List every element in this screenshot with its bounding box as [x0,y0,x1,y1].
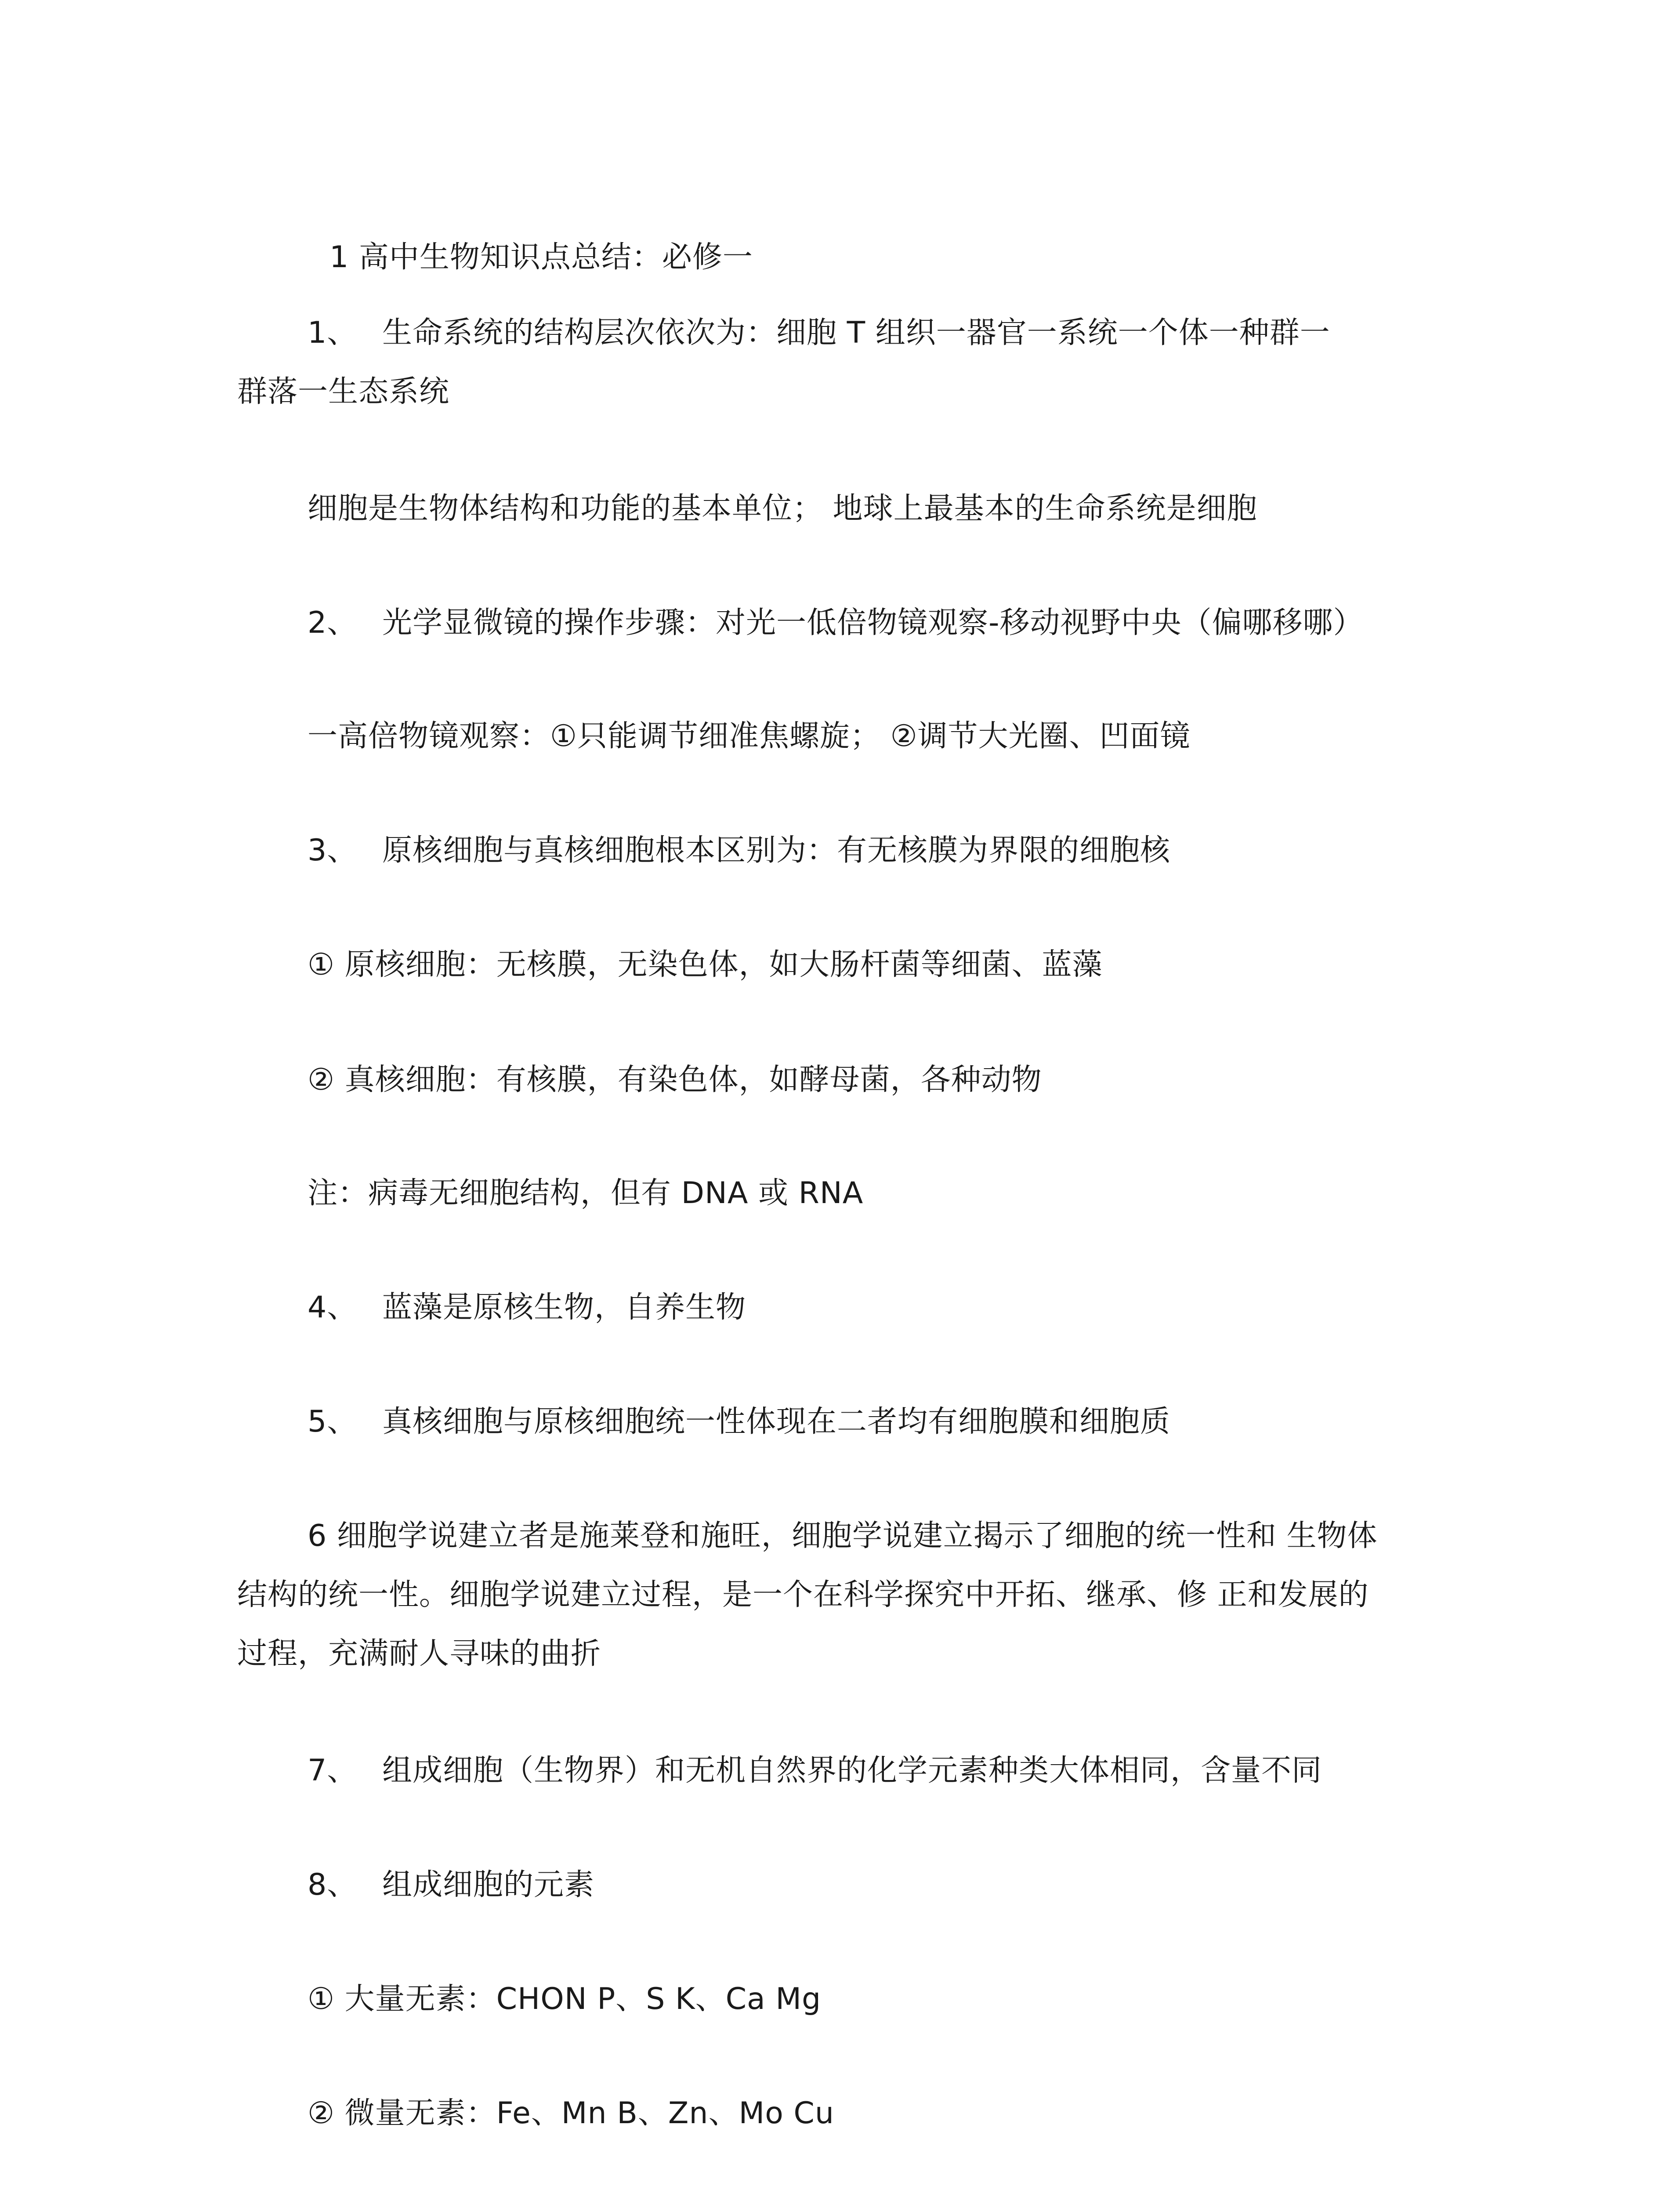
item-number: 2、 [308,605,358,640]
item-1 [308,313,1330,353]
item-text: 光学显微镜的操作步骤：对光一低倍物镜观察-移动视野中央（偏哪移哪） [382,605,1364,640]
item-number: 7、 [308,1753,358,1788]
item-3-note: 注：病毒无细胞结构，但有 DNA 或 RNA [308,1176,864,1211]
item-text: 真核细胞与原核细胞统一性体现在二者均有细胞膜和细胞质 [382,1404,1171,1439]
item-8 [308,1865,594,1905]
item-text: 原核细胞与真核细胞根本区别为：有无核膜为界限的细胞核 [382,833,1171,868]
item-6-line-1: 6 细胞学说建立者是施莱登和施旺，细胞学说建立揭示了细胞的统一性和 生物体 [308,1519,1378,1553]
item-2-continuation: 一高倍物镜观察：①只能调节细准焦螺旋； ②调节大光圈、凹面镜 [308,719,1191,754]
paragraph-basic-unit: 细胞是生物体结构和功能的基本单位； 地球上最基本的生命系统是细胞 [308,491,1257,526]
item-number: 3、 [308,833,358,868]
item-5 [308,1402,1170,1442]
item-text: 蓝藻是原核生物，自养生物 [382,1290,746,1325]
item-text: 组成细胞的元素 [382,1867,595,1902]
item-number: 8、 [308,1867,358,1902]
item-text: 生命系统的结构层次依次为：细胞 T 组织一器官一系统一个体一种群一 [382,315,1330,350]
item-1-continuation: 群落一生态系统 [237,374,450,409]
item-7 [308,1751,1322,1791]
item-3 [308,830,1170,871]
item-number: 1、 [308,315,358,350]
document-title: 1 高中生物知识点总结：必修一 [329,240,753,275]
item-2 [308,603,1364,643]
item-number: 5、 [308,1404,358,1439]
item-number: 4、 [308,1290,358,1325]
item-3-eukaryote: ② 真核细胞：有核膜，有染色体，如酵母菌，各种动物 [308,1062,1042,1097]
item-3-prokaryote: ① 原核细胞：无核膜，无染色体，如大肠杆菌等细菌、蓝藻 [308,947,1103,982]
item-6-line-2: 结构的统一性。细胞学说建立过程，是一个在科学探究中开拓、继承、修 正和发展的 [237,1577,1369,1612]
item-8-trace-elements: ② 微量无素：Fe、Mn B、Zn、Mo Cu [308,2096,834,2131]
item-4 [308,1287,746,1328]
item-8-major-elements: ① 大量无素：CHON P、S K、Ca Mg [308,1982,822,2016]
item-6-line-3: 过程，充满耐人寻味的曲折 [237,1636,601,1671]
item-text: 组成细胞（生物界）和无机自然界的化学元素种类大体相同，含量不同 [382,1753,1322,1788]
